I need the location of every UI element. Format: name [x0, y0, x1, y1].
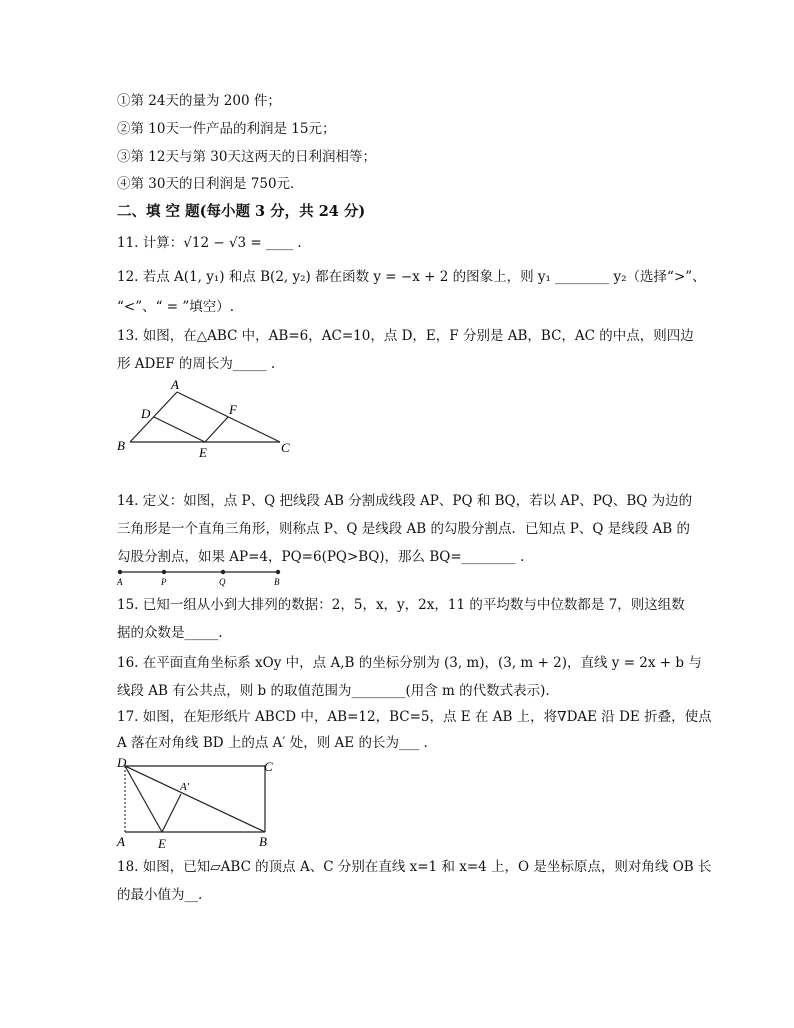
- q15-line1: 15. 已知一组从小到大排列的数据：2，5，x，y，2x，11 的平均数与中位数都是 7，则这组数: [117, 597, 685, 613]
- q17-label-e: E: [158, 836, 166, 850]
- q17-rectangle-figure: [112, 754, 282, 850]
- section-title: 二、填 空 题(每小题 3 分，共 24 分): [117, 203, 366, 220]
- q17-label-c: C: [264, 759, 273, 774]
- q13-line1: 13. 如图，在△ABC 中，AB=6，AC=10，点 D，E，F 分别是 AB，BC，AC 的中点，则四边: [117, 328, 694, 344]
- q17-label-d: D: [117, 755, 127, 770]
- q13-label-a: A: [171, 377, 179, 392]
- q14-point-b: [276, 570, 280, 574]
- q18-line2: 的最小值为__.: [117, 887, 203, 903]
- item-2: ②第 10天一件产品的利润是 15元；: [117, 121, 336, 137]
- q14-line2: 三角形是一个直角三角形，则称点 P、Q 是线段 AB 的勾股分割点．已知点 P、Q 是线段 AB 的: [117, 521, 690, 537]
- q12-line1: 12. 若点 A(1, y₁) 和点 B(2, y₂) 都在函数 y = −x + 2 的图象上，则 y₁ ________ y₂（选择“>”、: [117, 269, 706, 285]
- q17-line1: 17. 如图，在矩形纸片 ABCD 中，AB=12，BC=5，点 E 在 AB 上，将∇DAE 沿 DE 折叠，使点: [117, 709, 712, 725]
- q17-diagonal-bd: [125, 766, 265, 832]
- q17-line2: A 落在对角线 BD 上的点 A′ 处，则 AE 的长为___ .: [117, 735, 428, 751]
- item-3: ③第 12天与第 30天这两天的日利润相等；: [117, 149, 376, 165]
- q13-triangle-figure: [112, 376, 296, 460]
- q17-fold-de: [125, 766, 162, 832]
- q17-segment-ea-prime: [162, 794, 181, 832]
- q16-line1: 16. 在平面直角坐标系 xOy 中，点 A,B 的坐标分别为 (3, m)，(3, m + 2)，直线 y = 2x + b 与: [117, 655, 702, 671]
- q14-point-q: [221, 570, 225, 574]
- q13-line2: 形 ADEF 的周长为_____ .: [117, 356, 276, 372]
- q14-label-a: A: [117, 577, 123, 587]
- q13-label-c: C: [281, 440, 290, 455]
- q17-label-a: A: [117, 834, 125, 849]
- q13-segment-de: [154, 417, 205, 442]
- q11-prefix: 11. 计算：: [117, 235, 184, 251]
- q15-line2: 据的众数是_____.: [117, 625, 223, 641]
- q17-label-b: B: [259, 834, 267, 849]
- q13-segment-ef: [205, 417, 228, 442]
- q14-line1: 14. 定义：如图，点 P、Q 把线段 AB 分割成线段 AP、PQ 和 BQ，若以 AP、PQ、BQ 为边的: [117, 493, 693, 509]
- q13-segment-ac: [177, 392, 280, 442]
- q13-label-b: B: [117, 438, 125, 453]
- q14-point-p: [162, 570, 166, 574]
- q14-line3: 勾股分割点，如果 AP=4，PQ=6(PQ>BQ)，那么 BQ=________ .: [117, 549, 525, 565]
- q16-line2: 线段 AB 有公共点，则 b 的取值范围为________(用含 m 的代数式表示).: [117, 683, 550, 699]
- q14-label-p: P: [161, 577, 167, 587]
- q13-segment-ab: [130, 392, 177, 442]
- item-1: ①第 24天的量为 200 件；: [117, 93, 281, 109]
- q17-label-a-prime: A′: [180, 781, 190, 793]
- q13-label-d: D: [141, 406, 151, 421]
- item-4: ④第 30天的日利润是 750元．: [117, 176, 304, 192]
- q14-segment-figure: [112, 564, 288, 588]
- q13-label-f: F: [229, 402, 237, 417]
- q18-line1: 18. 如图，已知▱ABC 的顶点 A、C 分别在直线 x=1 和 x=4 上，O 是坐标原点，则对角线 OB 长: [117, 859, 712, 875]
- q14-label-q: Q: [219, 577, 226, 587]
- q14-label-b: B: [274, 577, 280, 587]
- q13-label-e: E: [199, 445, 207, 460]
- q12-line2: “<”、“ = ”填空）.: [117, 299, 235, 315]
- q14-point-a: [118, 570, 122, 574]
- q11-expr: √12 − √3 = ____ .: [183, 235, 302, 251]
- q11-text: [117, 233, 302, 253]
